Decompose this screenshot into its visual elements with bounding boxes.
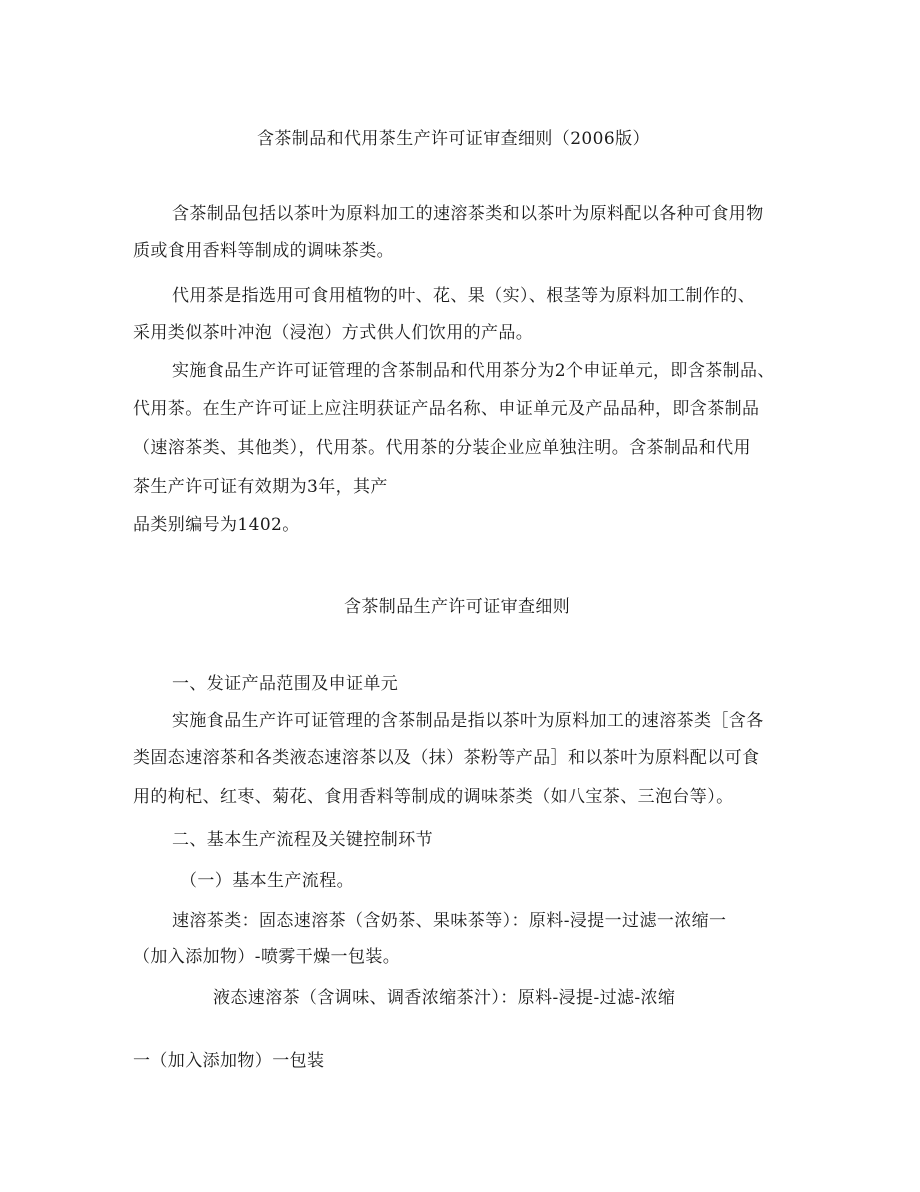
section-title: 含茶制品生产许可证审查细则	[344, 597, 571, 617]
body-line-4: 用的枸杞、红枣、菊花、食用香料等制成的调味茶类（如八宝茶、三泡台等）。	[133, 787, 734, 807]
intro-line-2: 质或食用香料等制成的调味茶类。	[133, 241, 394, 261]
body-line-2: 实施食品生产许可证管理的含茶制品是指以茶叶为原料加工的速溶茶类［含各	[172, 711, 764, 731]
body-line-8: （加入添加物）-喷雾干燥一包装。	[133, 947, 401, 967]
intro-line-9: 品类别编号为1402。	[133, 515, 300, 535]
document-title: 含茶制品和代用茶生产许可证审查细则（2006版）	[257, 129, 650, 149]
intro-line-1: 含茶制品包括以茶叶为原料加工的速溶茶类和以茶叶为原料配以各种可食用物	[172, 204, 764, 224]
intro-line-3: 代用茶是指选用可食用植物的叶、花、果（实）、根茎等为原料加工制作的、	[172, 286, 756, 306]
intro-line-5: 实施食品生产许可证管理的含茶制品和代用茶分为2个申证单元，即含茶制品、	[172, 361, 775, 381]
body-line-3: 类固态速溶茶和各类液态速溶茶以及（抹）茶粉等产品］和以茶叶为原料配以可食	[133, 748, 760, 768]
body-line-10: 一（加入添加物）一包装	[133, 1051, 325, 1071]
body-line-6: （一）基本生产流程。	[180, 871, 354, 891]
body-line-1: 一、发证产品范围及申证单元	[172, 674, 399, 694]
body-line-7: 速溶茶类：固态速溶茶（含奶茶、果味茶等）：原料-浸提一过滤一浓缩一	[172, 911, 727, 931]
body-line-5: 二、基本生产流程及关键控制环节	[172, 830, 433, 850]
intro-line-4: 采用类似茶叶冲泡（浸泡）方式供人们饮用的产品。	[133, 323, 534, 343]
body-line-9: 液态速溶茶（含调味、调香浓缩茶汁）：原料-浸提-过滤-浓缩	[213, 988, 676, 1008]
intro-line-8: 茶生产许可证有效期为3年，其产	[133, 477, 388, 497]
intro-line-7: （速溶茶类、其他类），代用茶。代用茶的分装企业应单独注明。含茶制品和代用	[133, 438, 751, 458]
intro-line-6: 代用茶。在生产许可证上应注明获证产品名称、申证单元及产品品种，即含茶制品	[133, 399, 760, 419]
